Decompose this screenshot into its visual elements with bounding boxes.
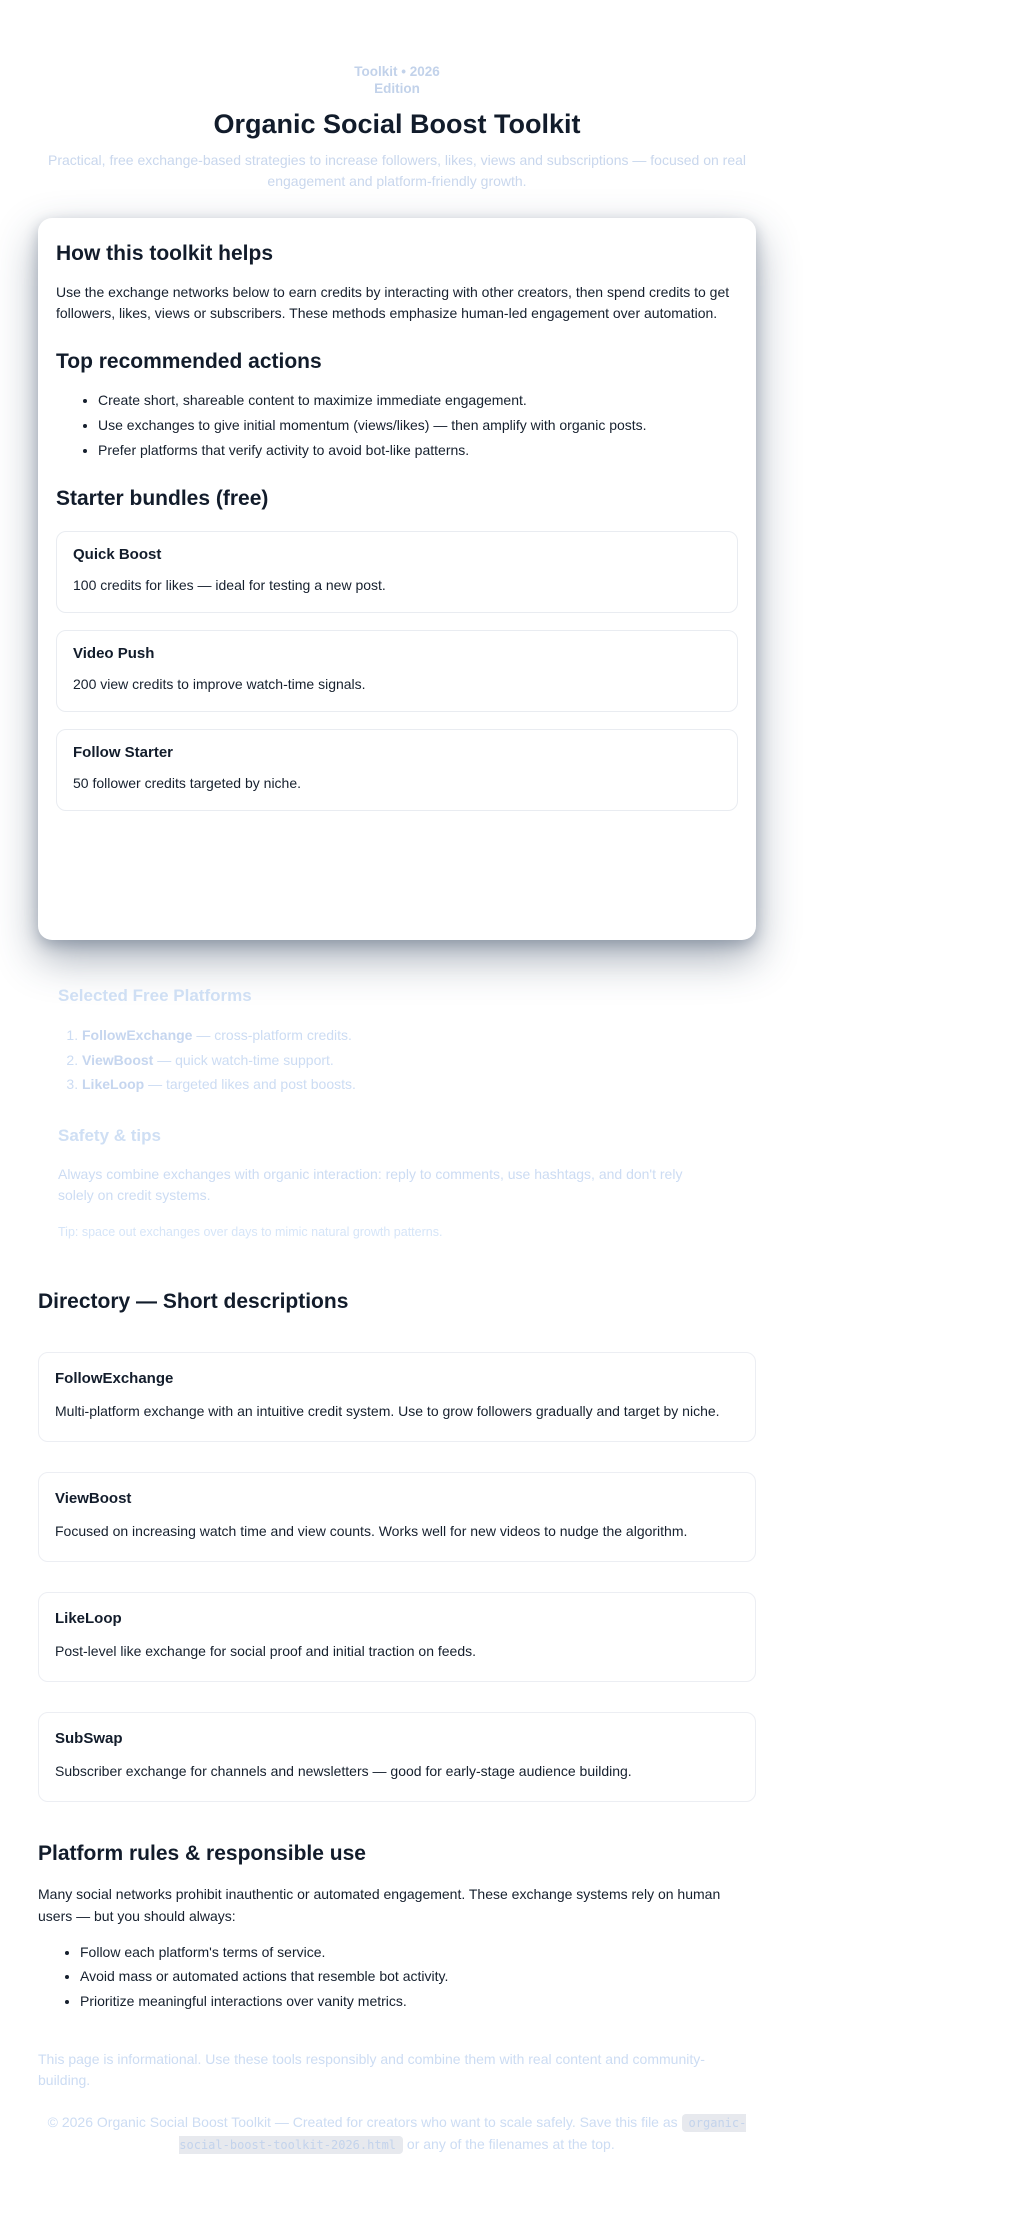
edition-badge: Toolkit • 2026 Edition [354, 64, 440, 96]
platforms-section [38, 986, 756, 1242]
bundle-description: 50 follower credits targeted by niche. [73, 775, 302, 792]
entry-description: Focused on increasing watch time and view counts. Works well for new videos to nudge the algorithm. [55, 1523, 688, 1540]
rule-item: • Avoid mass or automated actions that resemble bot activity. [80, 1966, 756, 1988]
bundle-name: Follow Starter [73, 744, 174, 762]
entry-description: Subscriber exchange for channels and newsletters — good for early-stage audience building. [55, 1763, 632, 1780]
bundles-heading: Starter bundles (free) [56, 487, 269, 511]
safety-body: Always combine exchanges with organic interaction: reply to comments, use hashtags, and don't rely solely on credit systems. [58, 1165, 683, 1204]
platform-item [82, 1073, 736, 1095]
entry-description: Multi-platform exchange with an intuitive credit system. Use to grow followers gradually and target by niche. [55, 1403, 720, 1420]
intro-card [38, 218, 756, 940]
entry-name: SubSwap [55, 1730, 123, 1748]
platform-name: LikeLoop [82, 1076, 145, 1093]
copyright [38, 2111, 756, 2156]
platform-item [82, 1049, 736, 1071]
page-title: Organic Social Boost Toolkit [213, 108, 581, 139]
platform-name: ViewBoost [82, 1051, 154, 1068]
rule-item: • Prioritize meaningful interactions over vanity metrics. [80, 1991, 756, 2013]
entry-name: ViewBoost [55, 1490, 132, 1508]
platform-note: — quick watch-time support. [153, 1051, 334, 1068]
copyright-suffix: or any of the filenames at the top. [403, 2136, 615, 2153]
safety-tip: Tip: space out exchanges over days to mimic natural growth patterns. [58, 1224, 443, 1239]
action-item: • Use exchanges to give initial momentum (views/likes) — then amplify with organic posts. [98, 415, 738, 437]
platform-note: — cross-platform credits. [192, 1027, 352, 1044]
rule-item: • Follow each platform's terms of service. [80, 1942, 756, 1964]
bundle-card [56, 630, 738, 712]
safety-heading: Safety & tips [58, 1125, 161, 1145]
footer-note: This page is informational. Use these tools responsibly and combine them with real content and community-building. [38, 2050, 705, 2088]
action-item: • Prefer platforms that verify activity to avoid bot-like patterns. [98, 440, 738, 462]
actions-list [56, 390, 738, 461]
rules-list [38, 1942, 756, 2013]
platforms-heading: Selected Free Platforms [58, 986, 252, 1006]
rules-body: Many social networks prohibit inauthentic or automated engagement. These exchange systems rely on human users — but you should always: [38, 1886, 721, 1924]
platform-name: FollowExchange [82, 1027, 193, 1044]
bundles-list [56, 531, 738, 811]
intro-heading: How this toolkit helps [56, 242, 274, 266]
page-subtitle: Practical, free exchange-based strategies to increase followers, likes, views and subscriptions — focused on real engagement and platform-friendly growth. [47, 152, 746, 190]
page-header [38, 64, 756, 192]
bundle-description: 100 credits for likes — ideal for testing a new post. [73, 577, 386, 594]
content-container [38, 64, 756, 2155]
action-item: • Create short, shareable content to maximize immediate engagement. [98, 390, 738, 412]
entry-name: LikeLoop [55, 1610, 122, 1628]
bundle-name: Quick Boost [73, 546, 162, 564]
directory-entry [38, 1592, 756, 1682]
intro-body: Use the exchange networks below to earn credits by interacting with other creators, then spend credits to get followers, likes, views or subscribers. These methods emphasize human-led engagement over automation. [56, 284, 730, 322]
bundle-name: Video Push [73, 645, 155, 663]
platforms-list [58, 1024, 736, 1095]
copyright-prefix: © 2026 Organic Social Boost Toolkit — Created for creators who want to scale safely. Save this file as [47, 2113, 682, 2130]
directory-entry [38, 1712, 756, 1802]
rules-section [38, 1842, 756, 2012]
directory-section [38, 1290, 756, 1802]
directory-entry [38, 1352, 756, 1442]
filename-chip: organic-social-boost-toolkit-2026.html [179, 2115, 747, 2153]
bundle-card [56, 729, 738, 811]
rules-heading: Platform rules & responsible use [38, 1842, 366, 1866]
bundle-card [56, 531, 738, 613]
directory-entry [38, 1472, 756, 1562]
entry-name: FollowExchange [55, 1370, 174, 1388]
actions-heading: Top recommended actions [56, 350, 322, 374]
platform-note: — targeted likes and post boosts. [144, 1076, 356, 1093]
entry-description: Post-level like exchange for social proof and initial traction on feeds. [55, 1643, 477, 1660]
page-footer [38, 2049, 756, 2156]
directory-heading: Directory — Short descriptions [38, 1290, 349, 1314]
platform-item [82, 1024, 736, 1046]
bundle-description: 200 view credits to improve watch-time signals. [73, 676, 366, 693]
